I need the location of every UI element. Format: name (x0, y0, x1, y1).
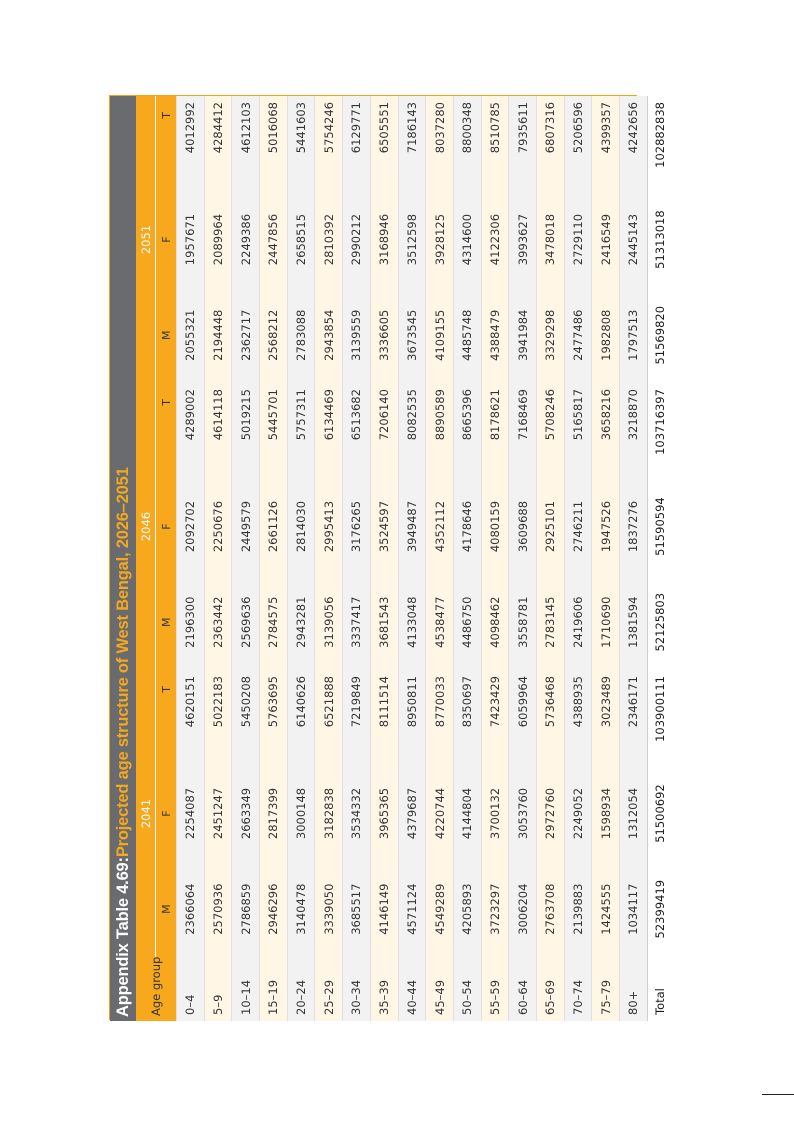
sub-header-m: M (156, 287, 177, 383)
value-cell: 2663349 (232, 766, 260, 862)
value-cell: 3681543 (370, 574, 398, 670)
total-value-cell: 52125803 (647, 574, 672, 670)
header-row-sex (156, 96, 177, 1021)
table-row (509, 96, 537, 1021)
value-cell: 1957671 (177, 192, 205, 288)
value-cell: 1598934 (592, 766, 620, 862)
age-group-header: Age group (136, 957, 177, 1021)
value-cell: 5450208 (232, 670, 260, 766)
value-cell: 4012992 (177, 96, 205, 192)
value-cell: 5019215 (232, 383, 260, 479)
age-structure-table (136, 96, 672, 1021)
value-cell: 1982808 (592, 287, 620, 383)
value-cell: 4109155 (426, 287, 454, 383)
age-group-cell: 65–69 (536, 957, 564, 1021)
value-cell: 2783145 (536, 574, 564, 670)
value-cell: 2363442 (204, 574, 232, 670)
value-cell: 8350697 (453, 670, 481, 766)
value-cell: 2943281 (287, 574, 315, 670)
value-cell: 6059964 (509, 670, 537, 766)
value-cell: 2661126 (260, 479, 288, 575)
total-row (647, 96, 672, 1021)
value-cell: 2451247 (204, 766, 232, 862)
value-cell: 4144804 (453, 766, 481, 862)
value-cell: 3993627 (509, 192, 537, 288)
value-cell: 3700132 (481, 766, 509, 862)
value-cell: 4242656 (620, 96, 648, 192)
value-cell: 3949487 (398, 479, 426, 575)
total-value-cell: 103900111 (647, 670, 672, 766)
value-cell: 5016068 (260, 96, 288, 192)
value-cell: 1710690 (592, 574, 620, 670)
value-cell: 3336605 (370, 287, 398, 383)
value-cell: 2055321 (177, 287, 205, 383)
value-cell: 8665396 (453, 383, 481, 479)
value-cell: 2784575 (260, 574, 288, 670)
value-cell: 6134469 (315, 383, 343, 479)
total-value-cell: 51590594 (647, 479, 672, 575)
value-cell: 5754246 (315, 96, 343, 192)
table-row (536, 96, 564, 1021)
value-cell: 2346171 (620, 670, 648, 766)
value-cell: 3182838 (315, 766, 343, 862)
value-cell: 4549289 (426, 861, 454, 957)
value-cell: 3673545 (398, 287, 426, 383)
age-group-cell: 40–44 (398, 957, 426, 1021)
table-row (564, 96, 592, 1021)
value-cell: 4399357 (592, 96, 620, 192)
value-cell: 5022183 (204, 670, 232, 766)
value-cell: 5708246 (536, 383, 564, 479)
value-cell: 1424555 (592, 861, 620, 957)
table-title (110, 96, 136, 1021)
table-title-highlight: Projected age structure of West Bengal, 2026–2051 (113, 467, 132, 858)
sub-header-f: F (156, 766, 177, 862)
value-cell: 1837276 (620, 479, 648, 575)
value-cell: 3139559 (343, 287, 371, 383)
value-cell: 4205893 (453, 861, 481, 957)
value-cell: 8770033 (426, 670, 454, 766)
value-cell: 4486750 (453, 574, 481, 670)
table-row (592, 96, 620, 1021)
value-cell: 3000148 (287, 766, 315, 862)
value-cell: 2569636 (232, 574, 260, 670)
value-cell: 3558781 (509, 574, 537, 670)
value-cell: 3512598 (398, 192, 426, 288)
value-cell: 2786859 (232, 861, 260, 957)
total-label: Total (647, 957, 672, 1021)
value-cell: 6513682 (343, 383, 371, 479)
value-cell: 2763708 (536, 861, 564, 957)
age-group-cell: 75–79 (592, 957, 620, 1021)
value-cell: 8082535 (398, 383, 426, 479)
value-cell: 5757311 (287, 383, 315, 479)
value-cell: 7206140 (370, 383, 398, 479)
value-cell: 4620151 (177, 670, 205, 766)
value-cell: 8950811 (398, 670, 426, 766)
value-cell: 3478018 (536, 192, 564, 288)
value-cell: 3006204 (509, 861, 537, 957)
value-cell: 7168469 (509, 383, 537, 479)
value-cell: 3658216 (592, 383, 620, 479)
value-cell: 3339050 (315, 861, 343, 957)
value-cell: 4379687 (398, 766, 426, 862)
value-cell: 8890589 (426, 383, 454, 479)
value-cell: 8800348 (453, 96, 481, 192)
sub-header-t: T (156, 96, 177, 192)
year-header-2046: 2046 (136, 383, 156, 670)
value-cell: 4133048 (398, 574, 426, 670)
sub-header-f: F (156, 192, 177, 288)
value-cell: 8037280 (426, 96, 454, 192)
value-cell: 4289002 (177, 383, 205, 479)
value-cell: 3023489 (592, 670, 620, 766)
total-value-cell: 103716397 (647, 383, 672, 479)
value-cell: 2445143 (620, 192, 648, 288)
table-body (177, 96, 672, 1021)
value-cell: 8178621 (481, 383, 509, 479)
value-cell: 6521888 (315, 670, 343, 766)
value-cell: 2814030 (287, 479, 315, 575)
value-cell: 7219849 (343, 670, 371, 766)
value-cell: 2568212 (260, 287, 288, 383)
value-cell: 8510785 (481, 96, 509, 192)
age-group-cell: 25–29 (315, 957, 343, 1021)
value-cell: 3723297 (481, 861, 509, 957)
age-group-cell: 30–34 (343, 957, 371, 1021)
age-group-cell: 5–9 (204, 957, 232, 1021)
value-cell: 2092702 (177, 479, 205, 575)
value-cell: 2990212 (343, 192, 371, 288)
value-cell: 3168946 (370, 192, 398, 288)
value-cell: 1312054 (620, 766, 648, 862)
value-cell: 3928125 (426, 192, 454, 288)
value-cell: 4080159 (481, 479, 509, 575)
value-cell: 4388479 (481, 287, 509, 383)
sub-header-t: T (156, 670, 177, 766)
age-group-cell: 80+ (620, 957, 648, 1021)
value-cell: 4388935 (564, 670, 592, 766)
value-cell: 2943854 (315, 287, 343, 383)
value-cell: 4284412 (204, 96, 232, 192)
value-cell: 5441603 (287, 96, 315, 192)
age-group-cell: 70–74 (564, 957, 592, 1021)
table-row (287, 96, 315, 1021)
value-cell: 4538477 (426, 574, 454, 670)
value-cell: 2416549 (592, 192, 620, 288)
value-cell: 3176265 (343, 479, 371, 575)
total-value-cell: 102882838 (647, 96, 672, 192)
value-cell: 5165817 (564, 383, 592, 479)
value-cell: 5206596 (564, 96, 592, 192)
value-cell: 5445701 (260, 383, 288, 479)
table-row (370, 96, 398, 1021)
value-cell: 6505551 (370, 96, 398, 192)
value-cell: 2570936 (204, 861, 232, 957)
total-value-cell: 51500692 (647, 766, 672, 862)
age-group-cell: 15–19 (260, 957, 288, 1021)
value-cell: 3965365 (370, 766, 398, 862)
table-row (343, 96, 371, 1021)
value-cell: 5763695 (260, 670, 288, 766)
age-group-cell: 45–49 (426, 957, 454, 1021)
value-cell: 3218870 (620, 383, 648, 479)
sub-header-t: T (156, 383, 177, 479)
value-cell: 2249052 (564, 766, 592, 862)
value-cell: 2254087 (177, 766, 205, 862)
value-cell: 2972760 (536, 766, 564, 862)
value-cell: 3534332 (343, 766, 371, 862)
value-cell: 2477486 (564, 287, 592, 383)
value-cell: 2658515 (287, 192, 315, 288)
table-row (620, 96, 648, 1021)
age-group-cell: 35–39 (370, 957, 398, 1021)
table-row (453, 96, 481, 1021)
year-header-2051: 2051 (136, 96, 156, 383)
value-cell: 2194448 (204, 287, 232, 383)
value-cell: 2089964 (204, 192, 232, 288)
age-group-cell: 60–64 (509, 957, 537, 1021)
table-rotated-container (110, 96, 667, 1021)
value-cell: 2362717 (232, 287, 260, 383)
value-cell: 1381594 (620, 574, 648, 670)
value-cell: 2250676 (204, 479, 232, 575)
value-cell: 3685517 (343, 861, 371, 957)
value-cell: 7186143 (398, 96, 426, 192)
table-row (260, 96, 288, 1021)
value-cell: 6807316 (536, 96, 564, 192)
value-cell: 4614118 (204, 383, 232, 479)
value-cell: 4485748 (453, 287, 481, 383)
value-cell: 3140478 (287, 861, 315, 957)
value-cell: 2746211 (564, 479, 592, 575)
value-cell: 2946296 (260, 861, 288, 957)
value-cell: 3139056 (315, 574, 343, 670)
age-group-cell: 20–24 (287, 957, 315, 1021)
value-cell: 2366064 (177, 861, 205, 957)
value-cell: 7423429 (481, 670, 509, 766)
table-row (232, 96, 260, 1021)
value-cell: 3329298 (536, 287, 564, 383)
value-cell: 4098462 (481, 574, 509, 670)
value-cell: 1947526 (592, 479, 620, 575)
table-row (315, 96, 343, 1021)
value-cell: 2810392 (315, 192, 343, 288)
value-cell: 2783088 (287, 287, 315, 383)
value-cell: 4352112 (426, 479, 454, 575)
age-group-cell: 50–54 (453, 957, 481, 1021)
value-cell: 2995413 (315, 479, 343, 575)
value-cell: 2249386 (232, 192, 260, 288)
total-value-cell: 51569820 (647, 287, 672, 383)
value-cell: 3337417 (343, 574, 371, 670)
year-header-2041: 2041 (136, 670, 156, 957)
value-cell: 4612103 (232, 96, 260, 192)
value-cell: 3524597 (370, 479, 398, 575)
page-rule (762, 1094, 794, 1095)
table-row (204, 96, 232, 1021)
value-cell: 6129771 (343, 96, 371, 192)
value-cell: 2139883 (564, 861, 592, 957)
value-cell: 2817399 (260, 766, 288, 862)
age-group-cell: 55–59 (481, 957, 509, 1021)
value-cell: 2449579 (232, 479, 260, 575)
value-cell: 6140626 (287, 670, 315, 766)
value-cell: 1797513 (620, 287, 648, 383)
value-cell: 4220744 (426, 766, 454, 862)
value-cell: 3941984 (509, 287, 537, 383)
age-group-cell: 0–4 (177, 957, 205, 1021)
table-row (481, 96, 509, 1021)
value-cell: 5736468 (536, 670, 564, 766)
value-cell: 2196300 (177, 574, 205, 670)
sub-header-f: F (156, 479, 177, 575)
value-cell: 2925101 (536, 479, 564, 575)
value-cell: 2729110 (564, 192, 592, 288)
value-cell: 3609688 (509, 479, 537, 575)
sub-header-m: M (156, 574, 177, 670)
value-cell: 1034117 (620, 861, 648, 957)
table-row (398, 96, 426, 1021)
total-value-cell: 51313018 (647, 192, 672, 288)
value-cell: 3053760 (509, 766, 537, 862)
value-cell: 4571124 (398, 861, 426, 957)
sub-header-m: M (156, 861, 177, 957)
total-value-cell: 52399419 (647, 861, 672, 957)
value-cell: 4314600 (453, 192, 481, 288)
value-cell: 4146149 (370, 861, 398, 957)
value-cell: 2419606 (564, 574, 592, 670)
table-row (426, 96, 454, 1021)
value-cell: 4178646 (453, 479, 481, 575)
value-cell: 2447856 (260, 192, 288, 288)
header-row-years (136, 96, 156, 1021)
table-title-prefix: Appendix Table 4.69: (113, 857, 132, 1017)
table-row (177, 96, 205, 1021)
value-cell: 8111514 (370, 670, 398, 766)
value-cell: 7935611 (509, 96, 537, 192)
rotated-table-frame (109, 95, 667, 1020)
value-cell: 4122306 (481, 192, 509, 288)
age-group-cell: 10–14 (232, 957, 260, 1021)
